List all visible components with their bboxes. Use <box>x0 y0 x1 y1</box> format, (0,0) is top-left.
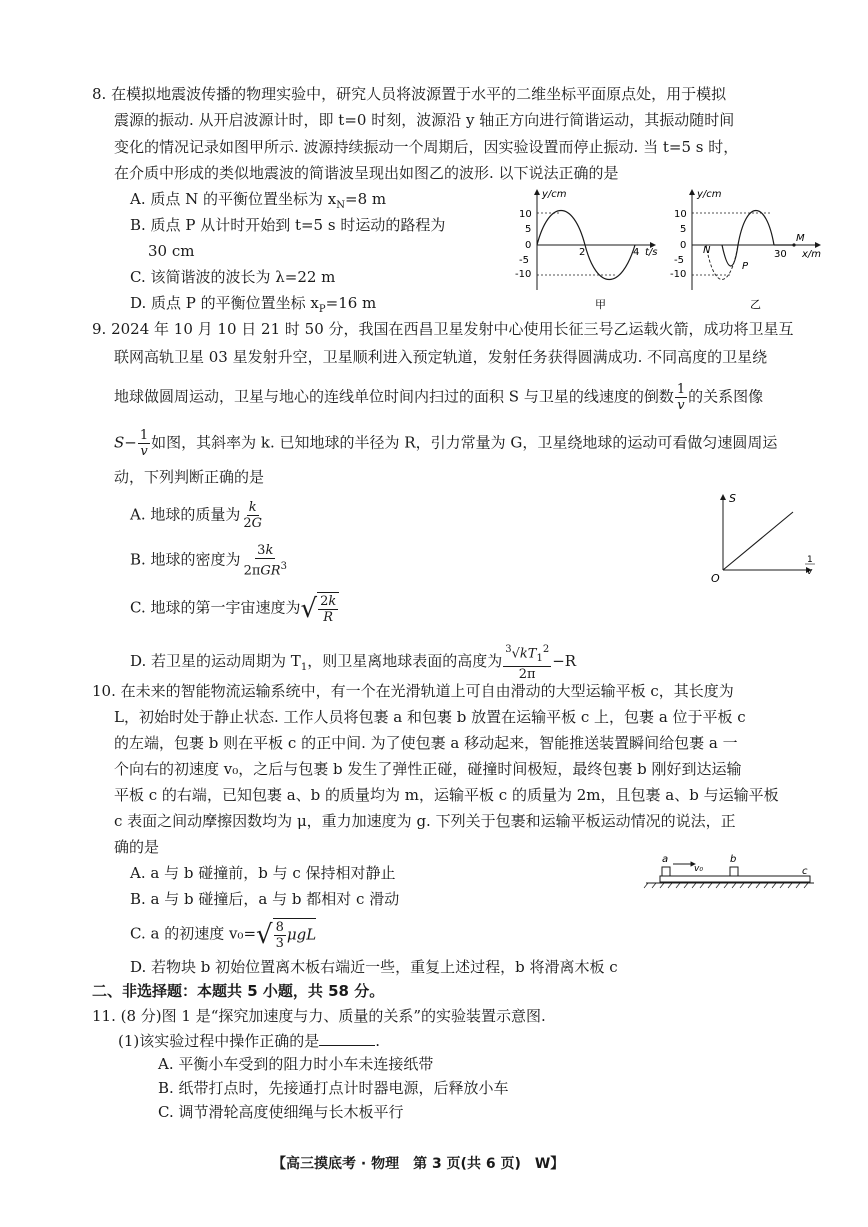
q8-option-b-cont: 30 cm <box>148 242 195 260</box>
x-label-num: 1 <box>807 555 813 565</box>
q10-line-5: 平板 c 的右端，已知包裹 a、b 的质量均为 m，运输平板 c 的质量为 2m，且包裹 a、b 与运输平板 <box>114 786 779 804</box>
jia-x-label: t/s <box>645 247 658 258</box>
q8-option-b: B. 质点 P 从计时开始到 t=5 s 时运动的路程为 <box>130 216 446 234</box>
q11-line-1: 11. (8 分)图 1 是“探究加速度与力、质量的关系”的实验装置示意图. <box>92 1007 546 1025</box>
s-v-line <box>723 512 793 570</box>
yi-wave-curve <box>722 211 774 267</box>
jia-tick-5: 5 <box>525 224 532 235</box>
q9-line-4: S− $\frac{1}{v}$ 如图，其斜率为 k. 已知地球的半径为 R，引力常量为 G，卫星绕地球的运动可看做匀速圆周运 <box>114 428 778 459</box>
q8-option-a: A. 质点 N 的平衡位置坐标为 $x_N=8$ m <box>130 190 387 211</box>
q10-option-a: A. a 与 b 碰撞前，b 与 c 保持相对静止 <box>130 864 396 882</box>
s-label: S <box>729 492 736 505</box>
section-2-heading: 二、非选择题：本题共 5 小题，共 58 分。 <box>92 982 385 1000</box>
q9-option-c: C. 地球的第一宇宙速度为 √ $\frac{2k}{R}$ <box>130 592 339 625</box>
label-c: c <box>802 866 808 877</box>
platform-c <box>660 876 810 882</box>
yi-label-n: N <box>703 245 711 256</box>
jia-tick-0: 0 <box>525 240 532 251</box>
jia-y-label: y/cm <box>542 189 567 200</box>
q10-line-7: 确的是 <box>114 838 160 856</box>
package-b <box>730 867 738 876</box>
q10-line-6: c 表面之间动摩擦因数均为 μ，重力加速度为 g. 下列关于包裹和运输平板运动情况的说法，正 <box>114 812 736 830</box>
q9-line-2: 联网高轨卫星 03 星发射升空，卫星顺利进入预定轨道，发射任务获得圆满成功. 不同高度的卫星绕 <box>114 348 768 366</box>
q8-option-d: D. 质点 P 的平衡位置坐标 $x_P=16$ m <box>130 294 377 315</box>
q10-line-2: L，初始时处于静止状态. 工作人员将包裹 a 和包裹 b 放置在运输平板 c 上，包裹 a 位于平板 c <box>114 708 746 726</box>
label-b: b <box>730 854 737 865</box>
jia-tick-m5: -5 <box>519 255 529 266</box>
yi-caption: 乙 <box>750 298 761 311</box>
yi-dashed-curve <box>706 245 738 280</box>
q8-line-4: 在介质中形成的类似地震波的简谐波呈现出如图乙的波形. 以下说法正确的是 <box>114 164 619 182</box>
q11-option-c: C. 调节滑轮高度使细绳与长木板平行 <box>158 1103 404 1121</box>
q9-line-3: 地球做圆周运动，卫星与地心的连线单位时间内扫过的面积 S 与卫星的线速度的倒数 $\frac{1}{v}$ 的关系图像 <box>114 382 764 413</box>
wave-figure-jia <box>515 185 665 315</box>
yi-y-label: y/cm <box>697 189 722 200</box>
q8-line-3: 变化的情况记录如图甲所示. 波源持续振动一个周期后，因实验设置而停止振动. 当 t=5 s 时， <box>114 138 739 156</box>
yi-tick-m5: -5 <box>674 255 684 266</box>
jia-tick-10: 10 <box>519 209 532 220</box>
q9-line-5: 动，下列判断正确的是 <box>114 468 265 486</box>
x-label-den: v <box>807 567 813 577</box>
jia-tick-m10: -10 <box>515 269 532 280</box>
q10-line-3: 的左端，包裹 b 则在平板 c 的正中间. 为了使包裹 a 移动起来，智能推送装置瞬间给包裹 a 一 <box>114 734 738 752</box>
q9-option-d: D. 若卫星的运动周期为 $T_1$，则卫星离地球表面的高度为 $\frac{^3√kT_1^2}{2\pi}$ −R <box>130 644 577 682</box>
q10-line-4: 个向右的初速度 v₀，之后与包裹 b 发生了弹性正碰，碰撞时间极短，最终包裹 b 刚好到达运输 <box>114 760 742 778</box>
yi-tick-5: 5 <box>680 224 687 235</box>
q11-sub-1: (1)该实验过程中操作正确的是 . <box>118 1032 381 1050</box>
jia-caption: 甲 <box>595 298 606 311</box>
page-footer: 【高三摸底考 · 物理 第 3 页(共 6 页) W】 <box>272 1156 565 1172</box>
origin-label: O <box>711 572 720 585</box>
yi-label-m: M <box>796 233 805 244</box>
q8-line-1: 8. 在模拟地震波传播的物理实验中，研究人员将波源置于水平的二维坐标平面原点处，用于模拟 <box>92 85 727 103</box>
q8-option-c: C. 该简谐波的波长为 λ=22 m <box>130 268 336 286</box>
yi-tick-x30: 30 <box>774 249 787 260</box>
platform-diagram <box>640 850 820 890</box>
label-a: a <box>662 854 669 865</box>
package-a <box>662 867 670 876</box>
jia-tick-x2: 2 <box>579 247 586 258</box>
q9-option-b: B. 地球的密度为 $\frac{3k}{2\pi GR^3}$ <box>130 543 287 579</box>
q10-option-d: D. 若物块 b 初始位置离木板右端近一些，重复上述过程，b 将滑离木板 c <box>130 958 618 976</box>
q10-option-c: C. a 的初速度 v₀= √ $\frac{8}{3}$ μgL <box>130 919 317 951</box>
wave-figure-yi <box>670 185 830 315</box>
q9-option-a: A. 地球的质量为 $\frac{k}{2G}$ <box>130 500 263 531</box>
q11-option-a: A. 平衡小车受到的阻力时小车未连接纸带 <box>158 1055 434 1073</box>
yi-label-p: P <box>742 261 749 272</box>
yi-x-label: x/m <box>802 249 822 260</box>
yi-tick-0: 0 <box>680 240 687 251</box>
yi-tick-10: 10 <box>674 209 687 220</box>
q10-line-1: 10. 在未来的智能物流运输系统中，有一个在光滑轨道上可自由滑动的大型运输平板 c，其长度为 <box>92 682 734 700</box>
s-v-graph <box>705 490 820 585</box>
q10-option-b: B. a 与 b 碰撞后，a 与 b 都相对 c 滑动 <box>130 890 400 908</box>
jia-tick-x4: 4 <box>633 247 640 258</box>
q11-option-b: B. 纸带打点时，先接通打点计时器电源，后释放小车 <box>158 1079 509 1097</box>
answer-blank[interactable] <box>319 1031 375 1046</box>
q8-line-2: 震源的振动. 从开启波源计时，即 t=0 时刻，波源沿 y 轴正方向进行简谐运动，其振动随时间 <box>114 111 735 129</box>
label-v0: v₀ <box>694 864 703 874</box>
q9-line-1: 9. 2024 年 10 月 10 日 21 时 50 分，我国在西昌卫星发射中心使用长征三号乙运载火箭，成功将卫星互 <box>92 320 794 338</box>
yi-tick-m10: -10 <box>670 269 687 280</box>
